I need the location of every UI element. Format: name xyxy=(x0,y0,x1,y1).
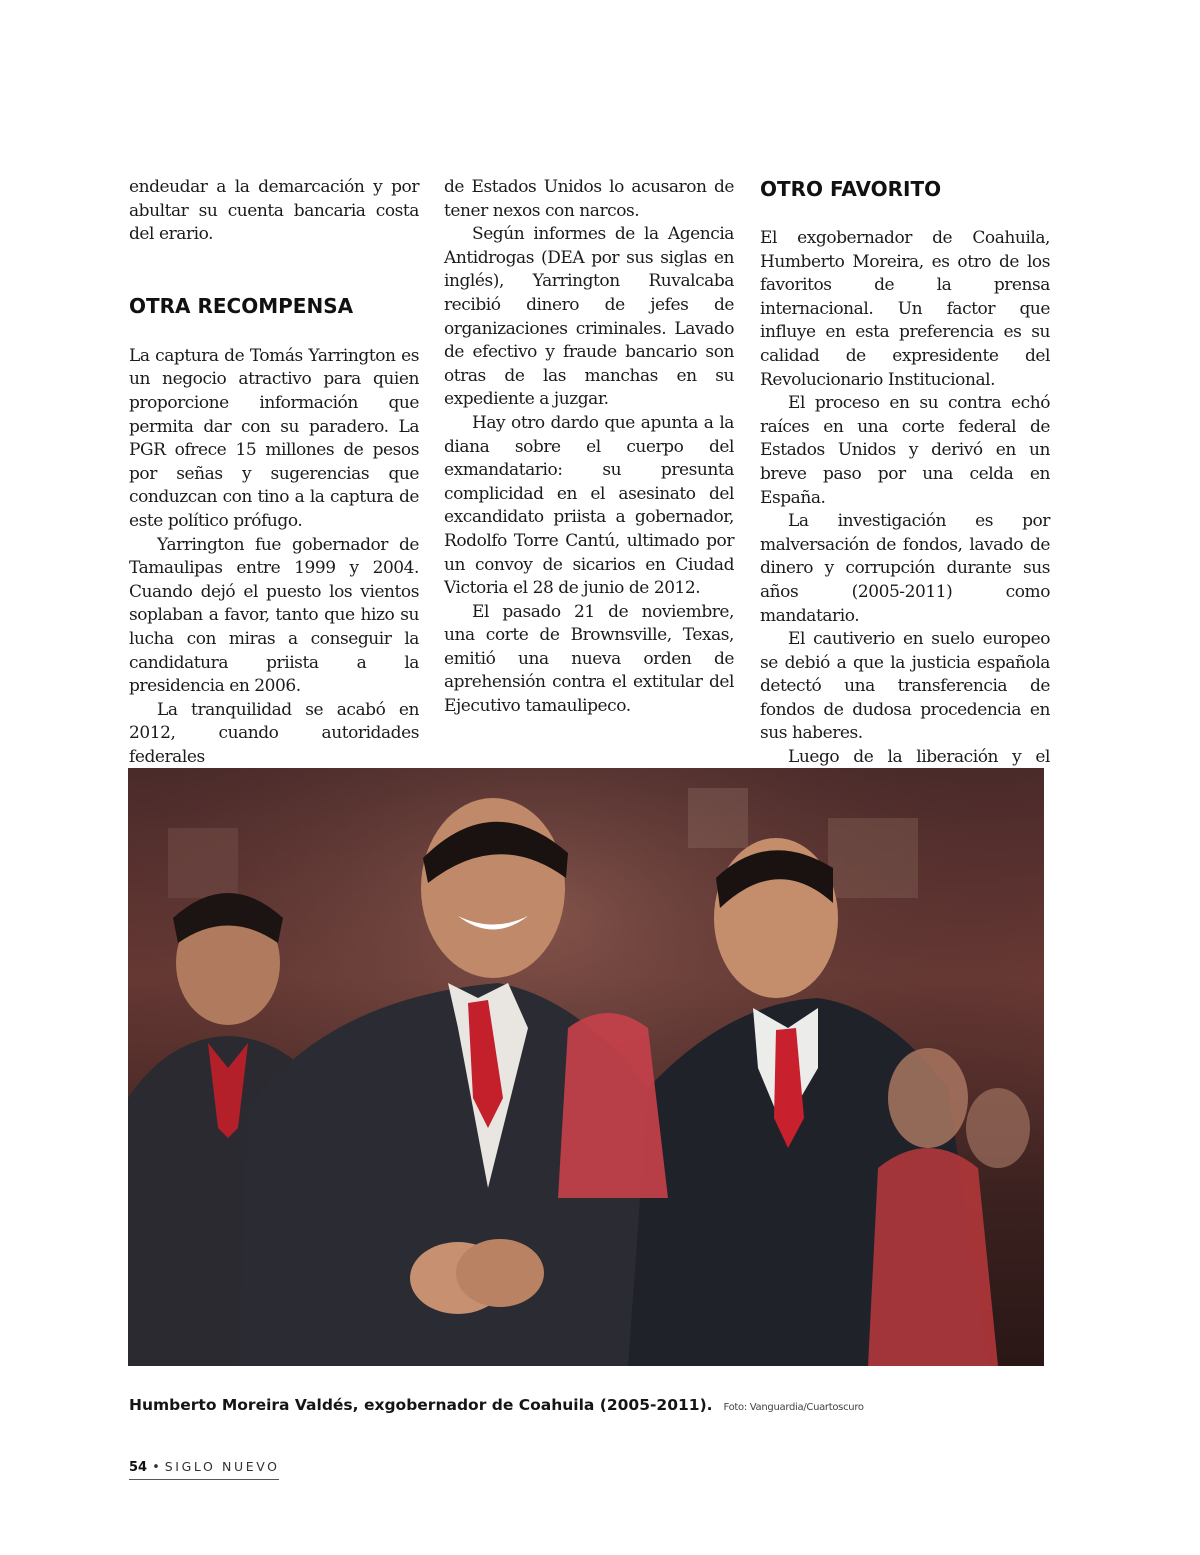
text-column-3 xyxy=(760,176,1050,793)
article-photo xyxy=(128,768,1044,1366)
paragraph: El cautiverio en suelo europeo se debió a que la justicia española detectó una transferencia de fondos de dudosa procedencia en sus haberes. xyxy=(760,629,1050,744)
photo-credit: Foto: Vanguardia/Cuartoscuro xyxy=(723,1402,864,1413)
paragraph: Luego de la liberación y el xyxy=(788,747,1050,768)
magazine-name: SIGLO NUEVO xyxy=(164,1459,280,1474)
paragraph: Según informes de la Agencia Antidrogas (DEA por sus siglas en inglés), Yarrington Ruvalcaba recibió dinero de jefes de organizaciones criminales. Lavado de efectivo y fraude bancario son otras de las manchas en su expediente a juzgar. xyxy=(444,224,734,410)
page-footer xyxy=(129,1459,279,1480)
footer-separator: • xyxy=(152,1460,160,1475)
section-heading-otro-favorito: OTRO FAVORITO xyxy=(760,177,942,201)
paragraph: El exgobernador de Coahuila, Humberto Moreira, es otro de los favoritos de la prensa internacional. Un factor que influye en esta preferencia es su calidad de expresidente del Revolucionario Institucional. xyxy=(760,228,1050,390)
paragraph: endeudar a la demarcación y por abultar su cuenta bancaria costa del erario. xyxy=(129,177,419,245)
page-number: 54 xyxy=(129,1460,148,1475)
paragraph: de Estados Unidos lo acusaron de tener nexos con narcos. xyxy=(444,177,734,221)
caption-text: Humberto Moreira Valdés, exgobernador de Coahuila (2005-2011). xyxy=(129,1396,713,1414)
text-column-2 xyxy=(444,176,734,719)
text-column-1 xyxy=(129,176,419,769)
paragraph: Hay otro dardo que apunta a la diana sobre el cuerpo del exmandatario: su presunta complicidad en el asesinato del excandidato priista a gobernador, Rodolfo Torre Cantú, ultimado por un convoy de sicarios en Ciudad Victoria el 28 de junio de 2012. xyxy=(444,412,734,599)
photo-handshake-icon xyxy=(128,768,1044,1366)
paragraph: La investigación es por malversación de fondos, lavado de dinero y corrupción durante sus años (2005-2011) como mandatario. xyxy=(760,511,1050,626)
paragraph: La captura de Tomás Yarrington es un negocio atractivo para quien proporcione información que permita dar con su paradero. La PGR ofrece 15 millones de pesos por señas y sugerencias que conduzcan con tino a la captura de este político prófugo. xyxy=(129,345,419,531)
paragraph: El pasado 21 de noviembre, una corte de Brownsville, Texas, emitió una nueva orden de aprehensión contra el extitular del Ejecutivo tamaulipeco. xyxy=(444,601,734,717)
paragraph: Yarrington fue gobernador de Tamaulipas entre 1999 y 2004. Cuando dejó el puesto los vientos soplaban a favor, tanto que hizo su lucha con miras a conseguir la candidatura priista a la presidencia en 2006. xyxy=(129,534,419,697)
section-heading-otra-recompensa: OTRA RECOMPENSA xyxy=(129,293,354,318)
photo-caption xyxy=(129,1396,1049,1414)
paragraph: La tranquilidad se acabó en 2012, cuando autoridades federales xyxy=(129,699,419,767)
paragraph: El proceso en su contra echó raíces en una corte federal de Estados Unidos y derivó en un breve paso por una celda en España. xyxy=(760,393,1050,508)
